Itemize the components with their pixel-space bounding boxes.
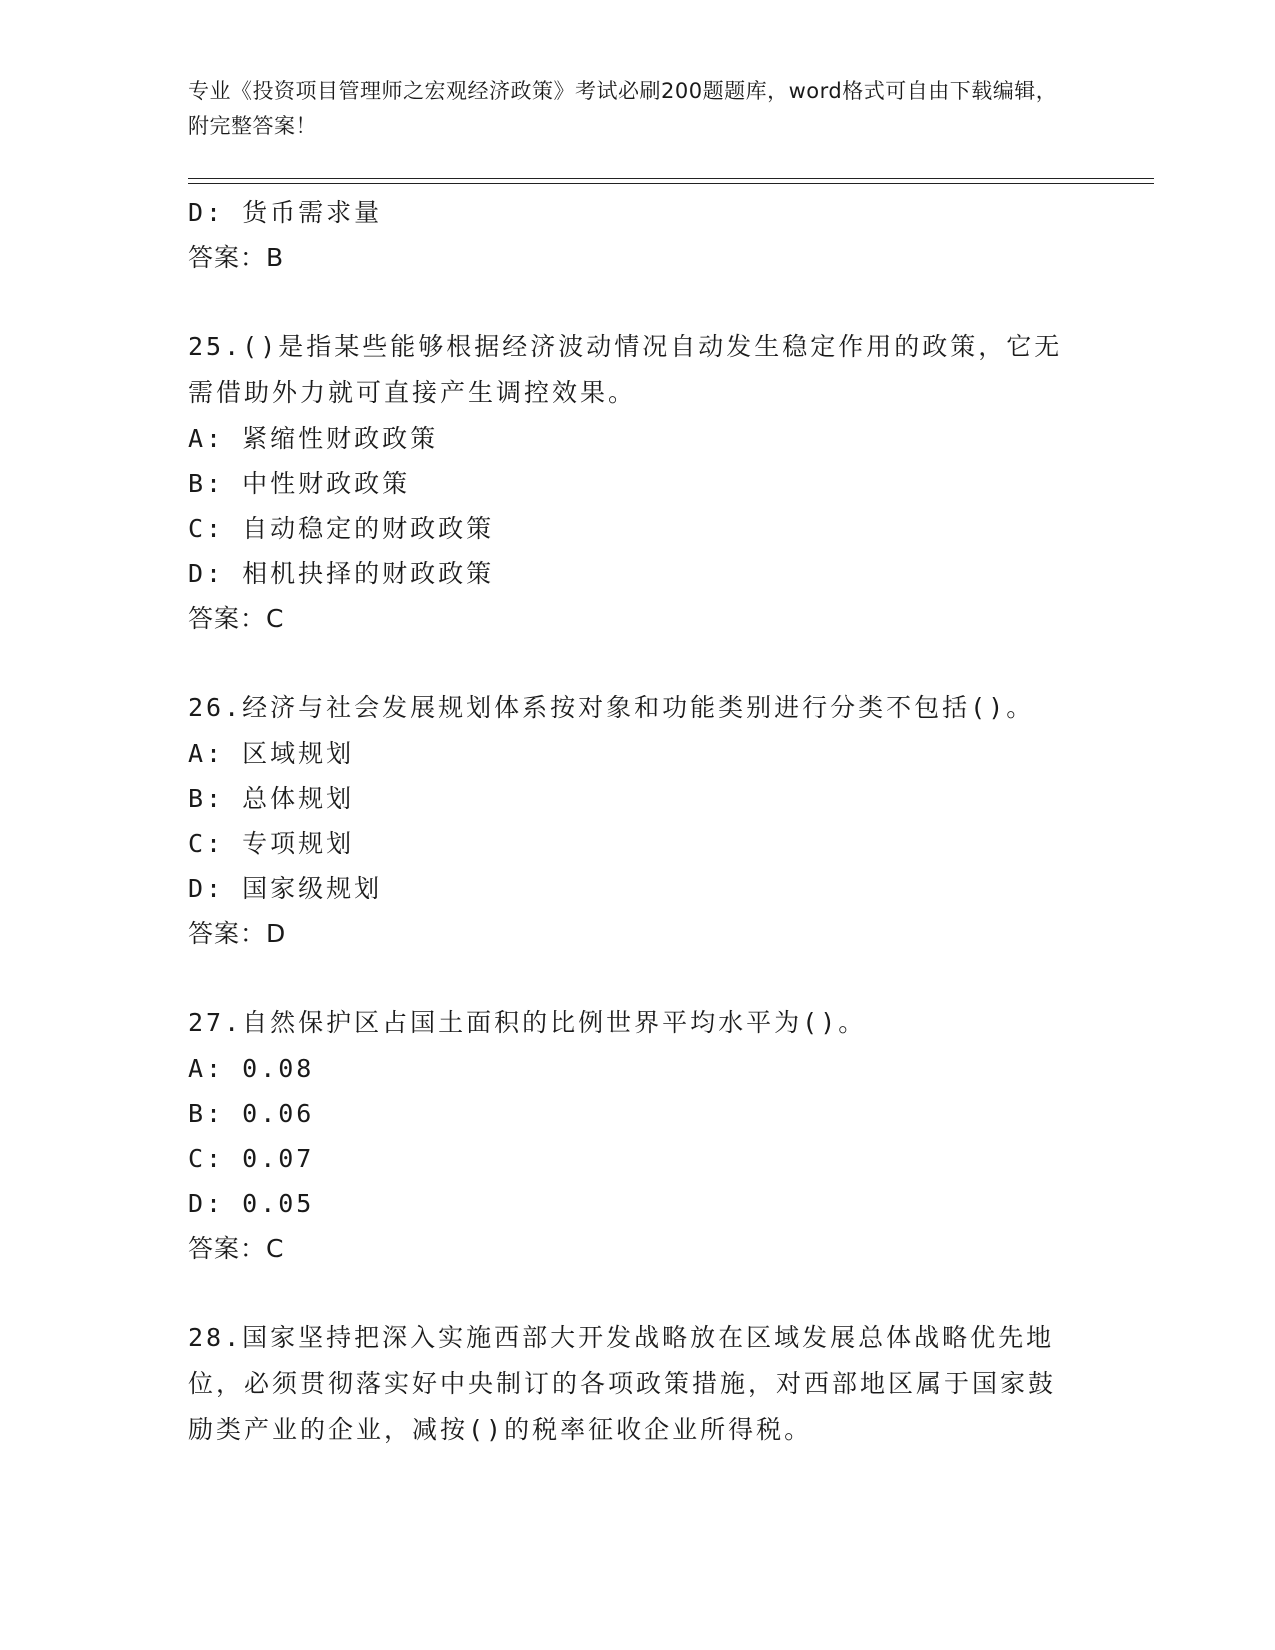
question-list [188,190,1088,1453]
answer: 答案：C [188,1234,285,1263]
option-a: A: 0.08 [188,1054,315,1083]
question-25 [188,324,1088,641]
question-27 [188,1000,1088,1271]
answer: 答案：D [188,919,287,948]
option-c: C: 自动稳定的财政政策 [188,514,495,543]
option-c: C: 专项规划 [188,829,355,858]
option-a: A: 区域规划 [188,739,355,768]
question-28 [188,1315,1088,1453]
question-26 [188,685,1088,956]
header-divider [188,178,1154,184]
question-text: 28.国家坚持把深入实施西部大开发战略放在区域发展总体战略优先地位，必须贯彻落实好中央制订的各项政策措施，对西部地区属于国家鼓励类产业的企业，减按()的税率征收企业所得税。 [188,1323,1057,1444]
option-d: D: 货币需求量 [188,198,383,227]
option-d: D: 相机抉择的财政政策 [188,559,495,588]
option-a: A: 紧缩性财政政策 [188,424,439,453]
option-d: D: 0.05 [188,1189,315,1218]
header-title: 专业《投资项目管理师之宏观经济政策》考试必刷200题题库，word格式可自由下载编辑，附完整答案！ [188,79,1058,138]
option-d: D: 国家级规划 [188,874,383,903]
option-c: C: 0.07 [188,1144,315,1173]
answer: 答案：B [188,243,285,272]
option-b: B: 0.06 [188,1099,315,1128]
option-b: B: 总体规划 [188,784,355,813]
question-text: 27.自然保护区占国土面积的比例世界平均水平为()。 [188,1008,867,1037]
question-text: 26.经济与社会发展规划体系按对象和功能类别进行分类不包括()。 [188,693,1035,722]
option-b: B: 中性财政政策 [188,469,411,498]
question-text: 25.()是指某些能够根据经济波动情况自动发生稳定作用的政策，它无需借助外力就可直接产生调控效果。 [188,332,1063,407]
page-header [188,74,1068,144]
answer: 答案：C [188,604,285,633]
